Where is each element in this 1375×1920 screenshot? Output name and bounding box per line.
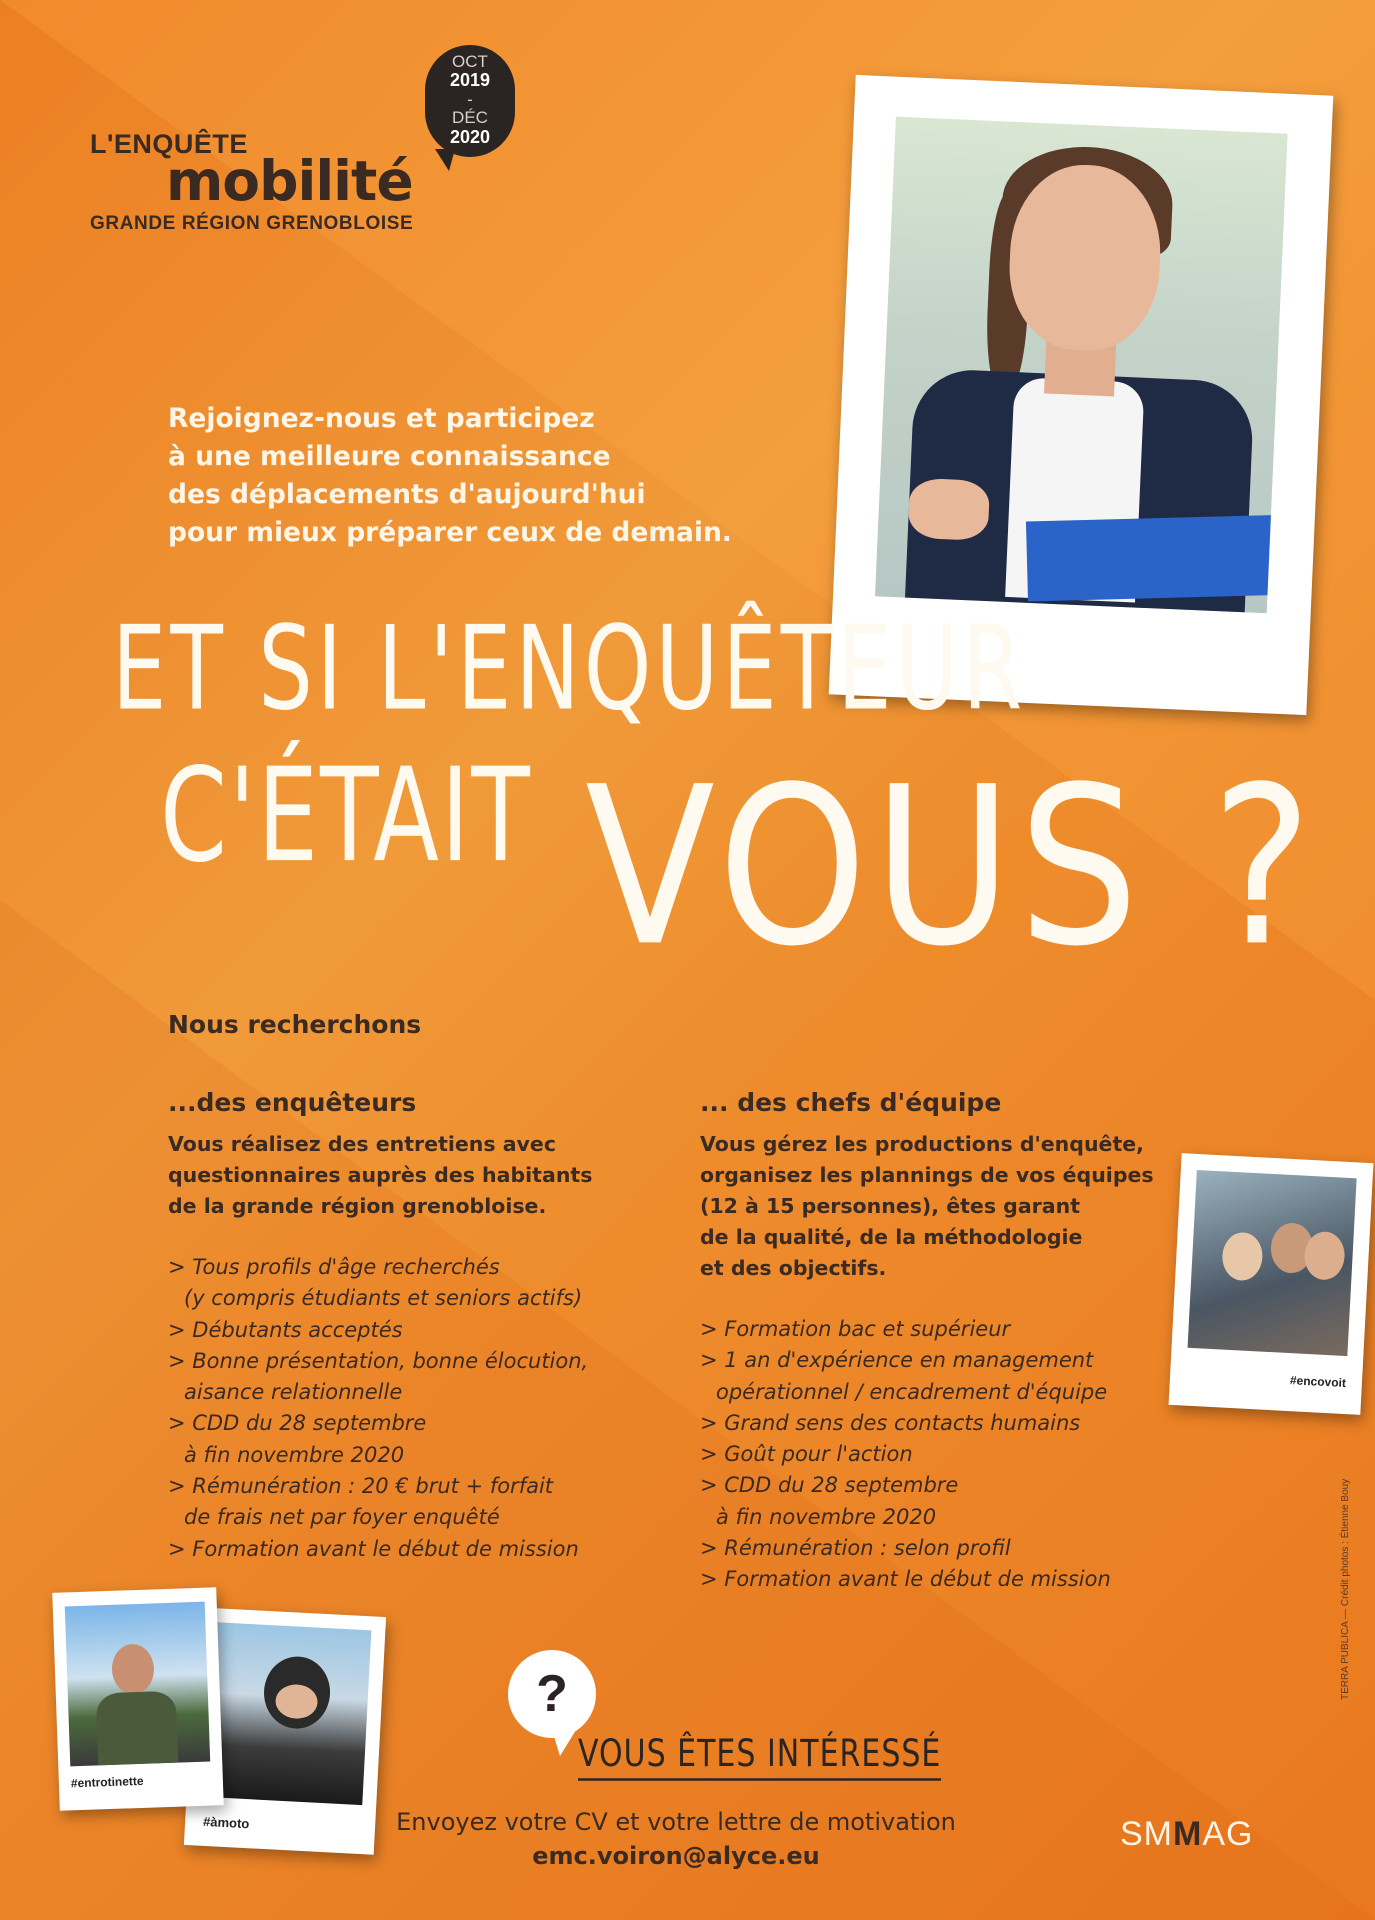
photo-detail [1303,1231,1345,1281]
item-continuation: (y compris étudiants et seniors actifs) [184,1286,583,1311]
item-text: > Tous profils d'âge recherchés [168,1255,500,1279]
badge-end-month: DÉC [452,108,488,128]
item-text: > Formation avant le début de mission [700,1567,1111,1592]
desc-line: et des objectifs. [700,1256,887,1280]
desc-line: de la qualité, de la méthodologie [700,1225,1083,1249]
intro-line: Rejoignez-nous et participez [168,403,595,434]
photo-detail [111,1643,155,1694]
logo [90,45,510,245]
list-item [700,1533,1220,1564]
item-text: > Rémunération : selon profil [700,1536,1011,1561]
desc-line: Vous gérez les productions d'enquête, [700,1132,1144,1156]
item-continuation: à fin novembre 2020 [184,1442,405,1467]
search-heading: Nous recherchons [168,1010,422,1039]
headline-line-1: ET SI L'ENQUÊTEUR [112,602,1027,737]
motorbike-caption: #àmoto [202,1813,250,1832]
item-text: > Goût pour l'action [700,1442,913,1467]
team-leaders-description [700,1129,1220,1284]
brand-part: AG [1202,1815,1254,1853]
item-text: > Rémunération : 20 € brut + forfait [168,1474,554,1499]
item-continuation: à fin novembre 2020 [716,1504,937,1529]
carpool-caption: #encovoit [1289,1373,1347,1391]
list-item [700,1470,1220,1533]
desc-line: (12 à 15 personnes), êtes garant [700,1194,1081,1218]
item-text: > 1 an d'expérience en management [700,1348,1094,1373]
scooter-image [65,1602,210,1767]
logo-line-1: L'ENQUÊTE [90,129,248,159]
clipboard [1026,515,1278,602]
item-text: > Formation bac et supérieur [700,1317,1011,1341]
desc-line: de la grande région grenobloise. [168,1194,547,1218]
item-continuation: aisance relationnelle [184,1380,403,1405]
intro-line: pour mieux préparer ceux de demain. [168,517,732,548]
surveyors-column [168,1088,688,1565]
photo-detail [1221,1231,1263,1281]
item-text: > Débutants acceptés [168,1317,403,1342]
smmag-logo [1120,1815,1253,1854]
logo-line-2: mobilité [166,149,413,213]
desc-line: questionnaires auprès des habitants [168,1163,593,1187]
team-leaders-title: ... des chefs d'équipe [700,1088,1002,1117]
motorbike-image [200,1622,371,1805]
item-continuation: de frais net par foyer enquêté [184,1505,500,1530]
date-badge [425,45,515,157]
badge-end-year: 2020 [449,126,491,147]
list-item [700,1439,1220,1470]
brand-part: M [1173,1815,1203,1853]
list-item [168,1471,688,1534]
list-item [700,1408,1220,1439]
surveyor-photo [875,117,1288,614]
list-item [168,1346,688,1409]
badge-dash: - [467,89,473,109]
list-item [168,1315,688,1346]
brand-part: SM [1120,1815,1173,1853]
list-item [700,1345,1220,1408]
surveyors-title: ...des enquêteurs [168,1088,417,1117]
headline-line-3: VOUS ? [585,740,1319,995]
interest-heading: VOUS ÊTES INTÉRESSÉ [578,1732,941,1781]
list-item [700,1564,1220,1595]
list-item [168,1252,688,1315]
list-item [700,1314,1220,1345]
intro-line: à une meilleure connaissance [168,441,611,472]
item-text: > Formation avant le début de mission [168,1536,579,1561]
intro-text [168,400,788,552]
contact-email[interactable]: emc.voiron@alyce.eu [532,1842,820,1870]
surveyors-description [168,1129,688,1222]
list-item [168,1408,688,1471]
photo-detail [908,478,991,541]
list-item [168,1534,688,1565]
photo-credit: TERRA PUBLICA — Crédit photos : Étienne Bouy [1340,1478,1351,1700]
intro-line: des déplacements d'aujourd'hui [168,479,646,510]
desc-line: organisez les plannings de vos équipes [700,1163,1154,1187]
item-text: > CDD du 28 septembre [700,1473,959,1498]
team-leaders-column [700,1088,1220,1596]
scooter-caption: #entrotinette [70,1773,144,1791]
surveyors-requirements [168,1252,688,1565]
item-text: > Bonne présentation, bonne élocution, [168,1348,589,1373]
desc-line: Vous réalisez des entretiens avec [168,1132,556,1156]
photo-detail [96,1691,178,1766]
logo-line-3: GRANDE RÉGION GRENOBLOISE [90,213,414,234]
scooter-photo [52,1587,224,1811]
headline-line-2: C'ÉTAIT [160,740,532,892]
item-text: > CDD du 28 septembre [168,1411,427,1436]
team-leaders-requirements [700,1314,1220,1596]
badge-start-year: 2019 [449,70,491,91]
send-cv-text: Envoyez votre CV et votre lettre de motivation [396,1808,956,1836]
item-text: > Grand sens des contacts humains [700,1410,1081,1435]
item-continuation: opérationnel / encadrement d'équipe [716,1379,1108,1404]
badge-start-month: OCT [452,52,488,71]
question-bubble-icon: ? [508,1650,596,1738]
